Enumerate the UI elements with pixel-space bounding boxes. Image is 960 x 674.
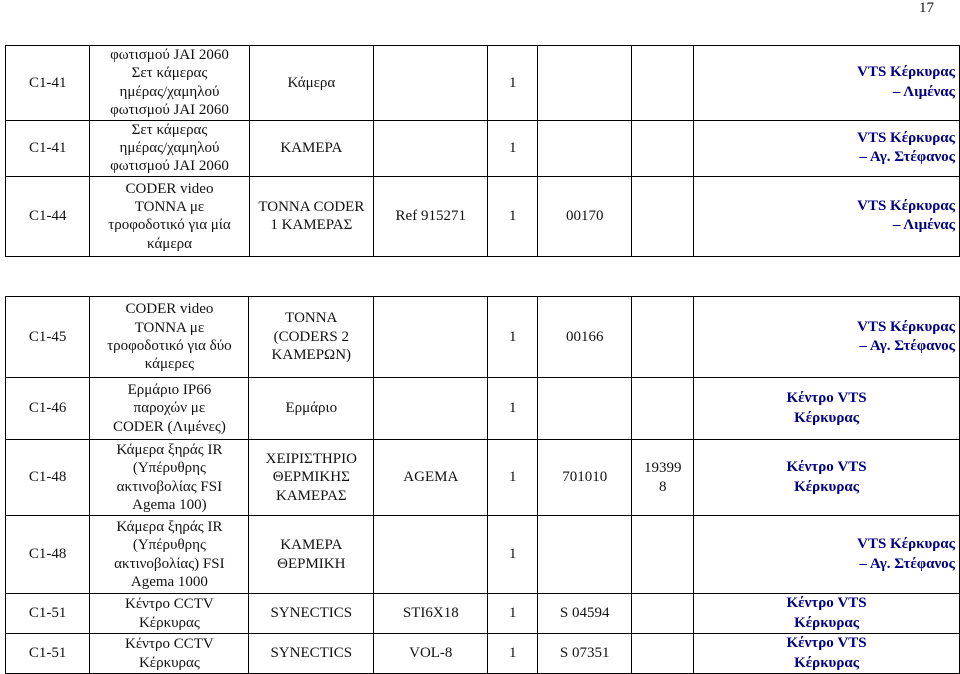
qty-cell: 1 [488,594,538,634]
code-cell: C1-48 [6,440,90,516]
description-line: Σετ κάμερας [131,65,208,82]
item-line: ΘΕΡΜΙΚΗ [277,555,346,572]
location-cell [694,594,960,634]
description-cell [90,516,249,594]
location-line: – Λιμένας [892,217,955,234]
brand-cell: STI6X18 [374,594,488,634]
code-cell: C1-46 [6,378,90,440]
location-cell [694,378,960,440]
location-line: Κέντρο VTS [786,635,867,651]
serial-cell: S 07351 [537,634,631,674]
item-line: ΚΑΜΕΡΑ [280,537,343,554]
location-cell [694,516,960,594]
location-line: VTS Κέρκυρας [857,64,955,81]
qty-cell: 1 [488,378,538,440]
location-line: Κέρκυρας [794,409,860,426]
table-row [6,516,960,594]
location-line: – Αγ. Στέφανος [859,149,955,166]
item-line: (CODERS 2 [273,328,350,345]
description-line: Agema 1000 [130,573,208,590]
location-cell [694,634,960,674]
extra-line: 19399 [644,460,682,477]
location-line: – Λιμένας [892,83,955,100]
extra-cell [632,46,693,121]
extra-cell [632,440,694,516]
brand-cell [374,120,488,176]
location-line: Κέντρο VTS [786,390,867,406]
code-cell: C1-41 [6,46,90,121]
extra-cell [632,634,694,674]
item-line: ΚΑΜΕΡΑΣ [275,487,347,504]
serial-cell [537,516,631,594]
extra-line: 8 [659,478,667,495]
qty-cell: 1 [488,440,538,516]
description-line: Κάμερα ξηράς IR [116,518,223,535]
location-line: Κέντρο VTS [786,595,867,611]
description-line: Κέντρο CCTV [125,596,214,613]
serial-cell: 701010 [537,440,631,516]
location-cell [693,46,959,121]
serial-cell: 00170 [538,176,632,256]
location-line: – Αγ. Στέφανος [859,338,955,354]
location-line: – Αγ. Στέφανος [859,555,955,572]
extra-cell [632,176,693,256]
description-line: παροχών με [133,400,206,417]
item-cell [249,440,374,516]
location-line: VTS Κέρκυρας [857,197,955,214]
description-line: Ερμάριο IP66 [127,381,212,398]
description-line: φωτισμού JAI 2060 [110,47,229,63]
description-line: TONNA με [134,319,205,336]
brand-cell [374,46,488,121]
location-cell [693,120,959,176]
location-line: Κέρκυρας [794,478,860,495]
brand-cell: VOL-8 [374,634,488,674]
item-cell [249,516,374,594]
serial-cell [538,120,632,176]
item-line: TONNA CODER [258,198,365,215]
description-line: Κέρκυρας [138,654,200,671]
location-line: Κέντρο VTS [786,459,867,475]
table-row [6,46,960,121]
table-row [6,440,960,516]
qty-cell: 1 [488,516,538,594]
item-cell [249,297,374,378]
table-row [6,634,960,674]
description-line: CODER video [125,301,214,318]
location-line: VTS Κέρκυρας [857,536,955,552]
extra-cell [632,516,694,594]
item-line: TONNA [285,310,338,327]
brand-cell [374,297,488,378]
description-line: ακτινοβολίας) FSI [114,555,225,572]
description-cell [90,120,249,176]
code-cell: C1-45 [6,297,90,378]
item-line: ΧΕΙΡΙΣΤΗΡΙΟ [265,450,357,467]
description-line: ημέρας/χαμηλού [119,140,220,157]
code-cell: C1-48 [6,516,90,594]
extra-cell [632,378,694,440]
table-row [6,120,960,176]
qty-cell: 1 [488,634,538,674]
serial-cell [538,46,632,121]
code-cell: C1-51 [6,634,90,674]
description-line: Σετ κάμερας [131,121,208,138]
location-line: VTS Κέρκυρας [857,318,955,335]
description-line: φωτισμού JAI 2060 [110,102,229,119]
serial-cell: 00166 [537,297,631,378]
description-cell [90,440,249,516]
location-cell [694,440,960,516]
description-line: (Υπέρυθρης [132,537,206,554]
description-line: τροφοδοτικό για δύο [107,338,232,354]
description-line: CODER video [125,180,214,197]
location-line: Κέρκυρας [794,614,860,631]
description-line: κάμερες [144,356,195,373]
equipment-table-bottom [5,296,960,674]
table-row [6,594,960,634]
qty-cell: 1 [488,46,538,121]
location-line: VTS Κέρκυρας [857,129,955,146]
qty-cell: 1 [488,176,538,256]
description-line: Agema 100) [132,496,207,513]
description-line: ημέρας/χαμηλού [119,83,220,100]
location-cell [694,297,960,378]
code-cell: C1-41 [6,120,90,176]
table-row [6,176,960,256]
table-row [6,297,960,378]
serial-cell: S 04594 [537,594,631,634]
description-cell [90,46,249,121]
description-line: Κέρκυρας [138,614,200,631]
code-cell: C1-51 [6,594,90,634]
equipment-table-top [5,45,960,257]
description-line: TONNA με [134,198,205,215]
description-cell [90,634,249,674]
extra-cell [632,297,694,378]
item-line: ΚΑΜΕΡΩΝ) [271,347,352,364]
serial-cell [537,378,631,440]
description-cell [90,378,249,440]
description-line: Κέντρο CCTV [125,636,214,653]
extra-cell [632,120,693,176]
item-cell [249,176,373,256]
brand-cell: AGEMA [374,440,488,516]
extra-cell [632,594,694,634]
description-line: τροφοδοτικό για μία [108,217,231,234]
location-cell [693,176,959,256]
description-cell [90,297,249,378]
brand-cell: Ref 915271 [374,176,488,256]
item-line: ΘΕΡΜΙΚΗΣ [272,469,350,486]
brand-cell [374,516,488,594]
description-cell [90,176,249,256]
item-cell: SYNECTICS [249,634,374,674]
page-number: 17 [919,0,934,16]
description-line: (Υπέρυθρης [132,460,206,477]
item-cell: Ερμάριο [249,378,374,440]
table-row [6,378,960,440]
description-line: CODER (Λιμένες) [112,418,226,435]
description-line: ακτινοβολίας FSI [116,478,223,495]
description-line: φωτισμού JAI 2060 [110,158,229,175]
item-cell: Κάμερα [249,46,373,121]
brand-cell [374,378,488,440]
item-cell: SYNECTICS [249,594,374,634]
code-cell: C1-44 [6,176,90,256]
location-line: Κέρκυρας [794,654,860,671]
description-cell [90,594,249,634]
item-line: 1 ΚΑΜΕΡΑΣ [270,217,353,234]
item-cell: ΚΑΜΕΡΑ [249,120,373,176]
qty-cell: 1 [488,297,538,378]
description-line: κάμερα [147,235,192,252]
qty-cell: 1 [488,120,538,176]
description-line: Κάμερα ξηράς IR [116,441,223,458]
